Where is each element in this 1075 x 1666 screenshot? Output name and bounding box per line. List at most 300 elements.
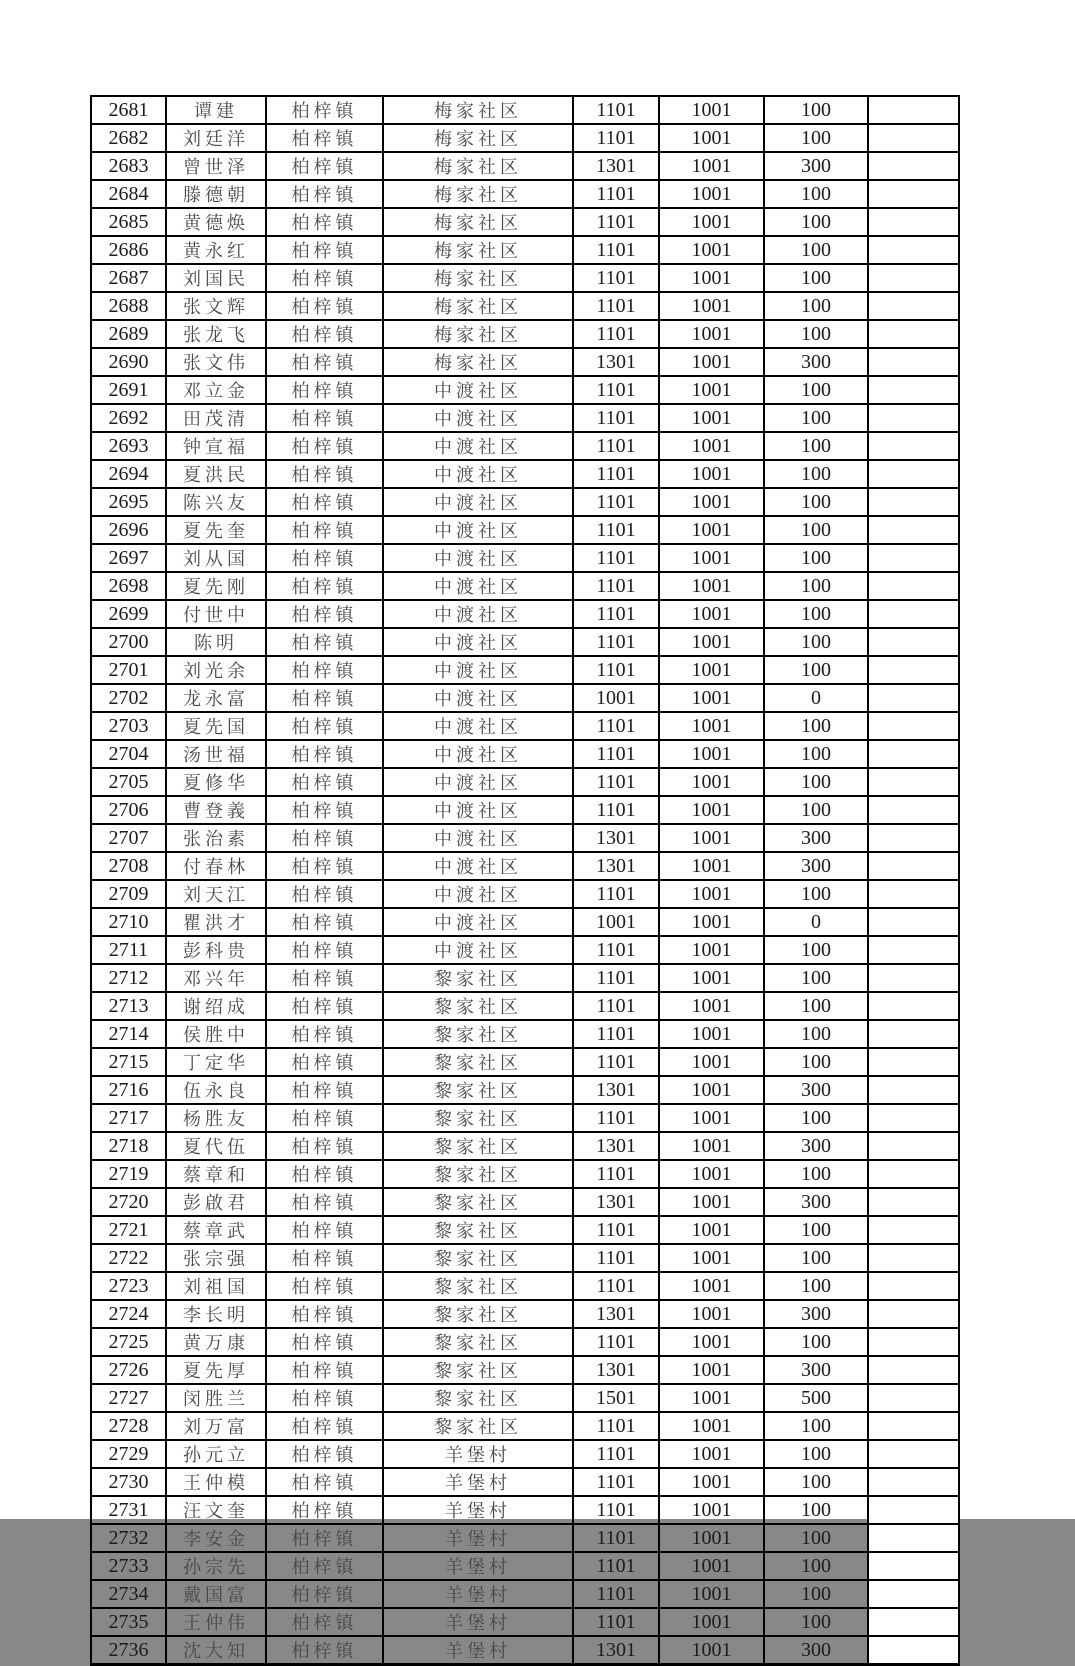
person-name-cell: 李安金 bbox=[166, 1524, 266, 1552]
serial-cell: 2719 bbox=[91, 1160, 166, 1188]
value-c-cell: 0 bbox=[764, 908, 868, 936]
table-row bbox=[91, 516, 959, 544]
village-cell: 中渡社区 bbox=[383, 656, 573, 684]
value-c-cell: 300 bbox=[764, 1300, 868, 1328]
person-name-cell: 滕德朝 bbox=[166, 180, 266, 208]
town-cell: 柏梓镇 bbox=[266, 852, 383, 880]
value-a-cell: 1301 bbox=[573, 824, 659, 852]
value-b-cell: 1001 bbox=[659, 1300, 764, 1328]
value-c-cell: 100 bbox=[764, 1552, 868, 1580]
town-cell: 柏梓镇 bbox=[266, 516, 383, 544]
table-row bbox=[91, 1160, 959, 1188]
town-cell: 柏梓镇 bbox=[266, 740, 383, 768]
value-c-cell: 100 bbox=[764, 180, 868, 208]
table-row bbox=[91, 208, 959, 236]
value-b-cell: 1001 bbox=[659, 1384, 764, 1412]
person-name-cell: 谭建 bbox=[166, 96, 266, 124]
value-c-cell: 100 bbox=[764, 1496, 868, 1524]
person-name-cell: 侯胜中 bbox=[166, 1020, 266, 1048]
table-row bbox=[91, 348, 959, 376]
remark-cell bbox=[868, 992, 959, 1020]
town-cell: 柏梓镇 bbox=[266, 320, 383, 348]
value-b-cell: 1001 bbox=[659, 740, 764, 768]
remark-cell bbox=[868, 180, 959, 208]
table-row bbox=[91, 1468, 959, 1496]
value-c-cell: 100 bbox=[764, 292, 868, 320]
value-b-cell: 1001 bbox=[659, 320, 764, 348]
value-c-cell: 100 bbox=[764, 936, 868, 964]
serial-cell: 2687 bbox=[91, 264, 166, 292]
serial-cell: 2700 bbox=[91, 628, 166, 656]
village-cell: 中渡社区 bbox=[383, 376, 573, 404]
value-a-cell: 1101 bbox=[573, 768, 659, 796]
value-b-cell: 1001 bbox=[659, 1580, 764, 1608]
table-row bbox=[91, 376, 959, 404]
serial-cell: 2686 bbox=[91, 236, 166, 264]
village-cell: 黎家社区 bbox=[383, 1384, 573, 1412]
value-c-cell: 100 bbox=[764, 992, 868, 1020]
remark-cell bbox=[868, 1412, 959, 1440]
person-name-cell: 孙元立 bbox=[166, 1440, 266, 1468]
value-b-cell: 1001 bbox=[659, 908, 764, 936]
remark-cell bbox=[868, 1132, 959, 1160]
table-row bbox=[91, 656, 959, 684]
value-c-cell: 300 bbox=[764, 348, 868, 376]
table-row bbox=[91, 572, 959, 600]
town-cell: 柏梓镇 bbox=[266, 152, 383, 180]
person-name-cell: 付世中 bbox=[166, 600, 266, 628]
remark-cell bbox=[868, 1328, 959, 1356]
person-name-cell: 钟宣福 bbox=[166, 432, 266, 460]
person-name-cell: 黄万康 bbox=[166, 1328, 266, 1356]
table-row bbox=[91, 1608, 959, 1636]
value-a-cell: 1101 bbox=[573, 796, 659, 824]
town-cell: 柏梓镇 bbox=[266, 1216, 383, 1244]
town-cell: 柏梓镇 bbox=[266, 180, 383, 208]
serial-cell: 2694 bbox=[91, 460, 166, 488]
value-b-cell: 1001 bbox=[659, 1216, 764, 1244]
serial-cell: 2698 bbox=[91, 572, 166, 600]
value-b-cell: 1001 bbox=[659, 964, 764, 992]
remark-cell bbox=[868, 1468, 959, 1496]
value-b-cell: 1001 bbox=[659, 628, 764, 656]
remark-cell bbox=[868, 1300, 959, 1328]
serial-cell: 2702 bbox=[91, 684, 166, 712]
remark-cell bbox=[868, 600, 959, 628]
value-b-cell: 1001 bbox=[659, 992, 764, 1020]
value-c-cell: 100 bbox=[764, 1160, 868, 1188]
table-row bbox=[91, 600, 959, 628]
table-row bbox=[91, 1384, 959, 1412]
remark-cell bbox=[868, 572, 959, 600]
value-a-cell: 1101 bbox=[573, 712, 659, 740]
value-a-cell: 1301 bbox=[573, 1076, 659, 1104]
village-cell: 中渡社区 bbox=[383, 600, 573, 628]
town-cell: 柏梓镇 bbox=[266, 1300, 383, 1328]
serial-cell: 2716 bbox=[91, 1076, 166, 1104]
value-c-cell: 100 bbox=[764, 796, 868, 824]
value-a-cell: 1101 bbox=[573, 236, 659, 264]
table-row bbox=[91, 1552, 959, 1580]
town-cell: 柏梓镇 bbox=[266, 1020, 383, 1048]
village-cell: 黎家社区 bbox=[383, 1020, 573, 1048]
town-cell: 柏梓镇 bbox=[266, 572, 383, 600]
value-c-cell: 100 bbox=[764, 96, 868, 124]
value-a-cell: 1301 bbox=[573, 1188, 659, 1216]
town-cell: 柏梓镇 bbox=[266, 292, 383, 320]
village-cell: 羊堡村 bbox=[383, 1636, 573, 1665]
town-cell: 柏梓镇 bbox=[266, 1580, 383, 1608]
value-c-cell: 100 bbox=[764, 1524, 868, 1552]
serial-cell: 2704 bbox=[91, 740, 166, 768]
village-cell: 中渡社区 bbox=[383, 768, 573, 796]
value-a-cell: 1101 bbox=[573, 96, 659, 124]
town-cell: 柏梓镇 bbox=[266, 1188, 383, 1216]
table-row bbox=[91, 292, 959, 320]
table-row bbox=[91, 1440, 959, 1468]
table-row bbox=[91, 740, 959, 768]
table-row bbox=[91, 712, 959, 740]
value-c-cell: 100 bbox=[764, 768, 868, 796]
remark-cell bbox=[868, 152, 959, 180]
value-a-cell: 1101 bbox=[573, 572, 659, 600]
serial-cell: 2734 bbox=[91, 1580, 166, 1608]
remark-cell bbox=[868, 516, 959, 544]
value-b-cell: 1001 bbox=[659, 572, 764, 600]
table-row bbox=[91, 264, 959, 292]
village-cell: 中渡社区 bbox=[383, 544, 573, 572]
table-row bbox=[91, 1076, 959, 1104]
value-c-cell: 100 bbox=[764, 404, 868, 432]
serial-cell: 2728 bbox=[91, 1412, 166, 1440]
town-cell: 柏梓镇 bbox=[266, 544, 383, 572]
person-name-cell: 夏修华 bbox=[166, 768, 266, 796]
value-b-cell: 1001 bbox=[659, 96, 764, 124]
value-c-cell: 300 bbox=[764, 824, 868, 852]
person-name-cell: 黄永红 bbox=[166, 236, 266, 264]
remark-cell bbox=[868, 1272, 959, 1300]
table-row bbox=[91, 628, 959, 656]
village-cell: 黎家社区 bbox=[383, 1048, 573, 1076]
table-row bbox=[91, 1020, 959, 1048]
remark-cell bbox=[868, 1356, 959, 1384]
person-name-cell: 蔡章和 bbox=[166, 1160, 266, 1188]
person-name-cell: 瞿洪才 bbox=[166, 908, 266, 936]
remark-cell bbox=[868, 264, 959, 292]
table-row bbox=[91, 1104, 959, 1132]
remark-cell bbox=[868, 936, 959, 964]
town-cell: 柏梓镇 bbox=[266, 936, 383, 964]
serial-cell: 2732 bbox=[91, 1524, 166, 1552]
person-name-cell: 黄德焕 bbox=[166, 208, 266, 236]
value-c-cell: 100 bbox=[764, 600, 868, 628]
town-cell: 柏梓镇 bbox=[266, 1440, 383, 1468]
village-cell: 梅家社区 bbox=[383, 236, 573, 264]
value-c-cell: 100 bbox=[764, 488, 868, 516]
table-row bbox=[91, 1188, 959, 1216]
person-name-cell: 孙宗先 bbox=[166, 1552, 266, 1580]
town-cell: 柏梓镇 bbox=[266, 404, 383, 432]
town-cell: 柏梓镇 bbox=[266, 432, 383, 460]
remark-cell bbox=[868, 1440, 959, 1468]
town-cell: 柏梓镇 bbox=[266, 1328, 383, 1356]
value-a-cell: 1101 bbox=[573, 404, 659, 432]
serial-cell: 2718 bbox=[91, 1132, 166, 1160]
village-cell: 梅家社区 bbox=[383, 320, 573, 348]
person-name-cell: 王仲伟 bbox=[166, 1608, 266, 1636]
value-c-cell: 500 bbox=[764, 1384, 868, 1412]
table-row bbox=[91, 992, 959, 1020]
table-row bbox=[91, 1048, 959, 1076]
serial-cell: 2697 bbox=[91, 544, 166, 572]
table-row bbox=[91, 404, 959, 432]
remark-cell bbox=[868, 348, 959, 376]
serial-cell: 2720 bbox=[91, 1188, 166, 1216]
person-name-cell: 汪文奎 bbox=[166, 1496, 266, 1524]
value-a-cell: 1101 bbox=[573, 628, 659, 656]
remark-cell bbox=[868, 1020, 959, 1048]
value-a-cell: 1301 bbox=[573, 1636, 659, 1665]
value-a-cell: 1101 bbox=[573, 936, 659, 964]
town-cell: 柏梓镇 bbox=[266, 1132, 383, 1160]
town-cell: 柏梓镇 bbox=[266, 600, 383, 628]
value-a-cell: 1101 bbox=[573, 320, 659, 348]
person-name-cell: 刘国民 bbox=[166, 264, 266, 292]
value-c-cell: 100 bbox=[764, 432, 868, 460]
value-b-cell: 1001 bbox=[659, 1076, 764, 1104]
serial-cell: 2712 bbox=[91, 964, 166, 992]
value-a-cell: 1101 bbox=[573, 1216, 659, 1244]
remark-cell bbox=[868, 1552, 959, 1580]
town-cell: 柏梓镇 bbox=[266, 208, 383, 236]
table-row bbox=[91, 1244, 959, 1272]
value-b-cell: 1001 bbox=[659, 768, 764, 796]
value-b-cell: 1001 bbox=[659, 796, 764, 824]
village-cell: 梅家社区 bbox=[383, 264, 573, 292]
value-b-cell: 1001 bbox=[659, 152, 764, 180]
town-cell: 柏梓镇 bbox=[266, 1468, 383, 1496]
serial-cell: 2708 bbox=[91, 852, 166, 880]
value-b-cell: 1001 bbox=[659, 516, 764, 544]
table-row bbox=[91, 1496, 959, 1524]
serial-cell: 2690 bbox=[91, 348, 166, 376]
value-c-cell: 300 bbox=[764, 1636, 868, 1665]
value-c-cell: 100 bbox=[764, 1244, 868, 1272]
value-a-cell: 1101 bbox=[573, 1104, 659, 1132]
serial-cell: 2727 bbox=[91, 1384, 166, 1412]
value-c-cell: 100 bbox=[764, 1104, 868, 1132]
village-cell: 黎家社区 bbox=[383, 1244, 573, 1272]
value-a-cell: 1101 bbox=[573, 1020, 659, 1048]
serial-cell: 2682 bbox=[91, 124, 166, 152]
value-b-cell: 1001 bbox=[659, 1496, 764, 1524]
value-a-cell: 1101 bbox=[573, 264, 659, 292]
remark-cell bbox=[868, 208, 959, 236]
value-a-cell: 1101 bbox=[573, 992, 659, 1020]
value-a-cell: 1101 bbox=[573, 544, 659, 572]
village-cell: 中渡社区 bbox=[383, 740, 573, 768]
remark-cell bbox=[868, 1636, 959, 1665]
town-cell: 柏梓镇 bbox=[266, 1636, 383, 1665]
village-cell: 黎家社区 bbox=[383, 1356, 573, 1384]
person-name-cell: 谢绍成 bbox=[166, 992, 266, 1020]
table-row bbox=[91, 1300, 959, 1328]
village-cell: 羊堡村 bbox=[383, 1608, 573, 1636]
table-row bbox=[91, 1272, 959, 1300]
village-cell: 梅家社区 bbox=[383, 292, 573, 320]
person-name-cell: 彭啟君 bbox=[166, 1188, 266, 1216]
value-a-cell: 1101 bbox=[573, 1524, 659, 1552]
town-cell: 柏梓镇 bbox=[266, 124, 383, 152]
remark-cell bbox=[868, 656, 959, 684]
remark-cell bbox=[868, 1608, 959, 1636]
value-c-cell: 300 bbox=[764, 1076, 868, 1104]
village-cell: 中渡社区 bbox=[383, 796, 573, 824]
value-c-cell: 100 bbox=[764, 656, 868, 684]
data-table bbox=[90, 95, 960, 1666]
village-cell: 中渡社区 bbox=[383, 628, 573, 656]
remark-cell bbox=[868, 432, 959, 460]
village-cell: 梅家社区 bbox=[383, 152, 573, 180]
value-a-cell: 1101 bbox=[573, 600, 659, 628]
serial-cell: 2684 bbox=[91, 180, 166, 208]
town-cell: 柏梓镇 bbox=[266, 1244, 383, 1272]
person-name-cell: 付春林 bbox=[166, 852, 266, 880]
remark-cell bbox=[868, 1244, 959, 1272]
value-c-cell: 100 bbox=[764, 124, 868, 152]
serial-cell: 2715 bbox=[91, 1048, 166, 1076]
remark-cell bbox=[868, 1496, 959, 1524]
serial-cell: 2736 bbox=[91, 1636, 166, 1665]
person-name-cell: 田茂清 bbox=[166, 404, 266, 432]
value-a-cell: 1101 bbox=[573, 292, 659, 320]
person-name-cell: 刘廷洋 bbox=[166, 124, 266, 152]
serial-cell: 2689 bbox=[91, 320, 166, 348]
town-cell: 柏梓镇 bbox=[266, 992, 383, 1020]
table-body bbox=[91, 96, 959, 1665]
value-b-cell: 1001 bbox=[659, 208, 764, 236]
serial-cell: 2711 bbox=[91, 936, 166, 964]
remark-cell bbox=[868, 880, 959, 908]
value-a-cell: 1301 bbox=[573, 348, 659, 376]
village-cell: 黎家社区 bbox=[383, 1272, 573, 1300]
town-cell: 柏梓镇 bbox=[266, 656, 383, 684]
table-row bbox=[91, 880, 959, 908]
value-b-cell: 1001 bbox=[659, 292, 764, 320]
town-cell: 柏梓镇 bbox=[266, 964, 383, 992]
value-a-cell: 1001 bbox=[573, 908, 659, 936]
serial-cell: 2730 bbox=[91, 1468, 166, 1496]
serial-cell: 2725 bbox=[91, 1328, 166, 1356]
value-b-cell: 1001 bbox=[659, 1356, 764, 1384]
value-a-cell: 1101 bbox=[573, 1048, 659, 1076]
table-row bbox=[91, 460, 959, 488]
table-row bbox=[91, 152, 959, 180]
town-cell: 柏梓镇 bbox=[266, 1076, 383, 1104]
value-a-cell: 1101 bbox=[573, 1412, 659, 1440]
value-c-cell: 100 bbox=[764, 320, 868, 348]
value-b-cell: 1001 bbox=[659, 1160, 764, 1188]
value-c-cell: 100 bbox=[764, 208, 868, 236]
table-row bbox=[91, 320, 959, 348]
remark-cell bbox=[868, 1104, 959, 1132]
table-row bbox=[91, 908, 959, 936]
person-name-cell: 沈大知 bbox=[166, 1636, 266, 1665]
table-row bbox=[91, 796, 959, 824]
serial-cell: 2726 bbox=[91, 1356, 166, 1384]
town-cell: 柏梓镇 bbox=[266, 1608, 383, 1636]
table-row bbox=[91, 1132, 959, 1160]
person-name-cell: 丁定华 bbox=[166, 1048, 266, 1076]
remark-cell bbox=[868, 124, 959, 152]
value-c-cell: 100 bbox=[764, 740, 868, 768]
person-name-cell: 伍永良 bbox=[166, 1076, 266, 1104]
village-cell: 梅家社区 bbox=[383, 208, 573, 236]
person-name-cell: 夏代伍 bbox=[166, 1132, 266, 1160]
serial-cell: 2717 bbox=[91, 1104, 166, 1132]
value-b-cell: 1001 bbox=[659, 488, 764, 516]
village-cell: 黎家社区 bbox=[383, 964, 573, 992]
town-cell: 柏梓镇 bbox=[266, 264, 383, 292]
serial-cell: 2713 bbox=[91, 992, 166, 1020]
table-row bbox=[91, 1412, 959, 1440]
remark-cell bbox=[868, 908, 959, 936]
table-row bbox=[91, 180, 959, 208]
town-cell: 柏梓镇 bbox=[266, 628, 383, 656]
town-cell: 柏梓镇 bbox=[266, 1104, 383, 1132]
value-c-cell: 100 bbox=[764, 964, 868, 992]
person-name-cell: 李长明 bbox=[166, 1300, 266, 1328]
value-a-cell: 1101 bbox=[573, 1244, 659, 1272]
remark-cell bbox=[868, 1048, 959, 1076]
serial-cell: 2706 bbox=[91, 796, 166, 824]
value-c-cell: 100 bbox=[764, 236, 868, 264]
value-c-cell: 300 bbox=[764, 152, 868, 180]
value-a-cell: 1101 bbox=[573, 1468, 659, 1496]
value-b-cell: 1001 bbox=[659, 180, 764, 208]
value-b-cell: 1001 bbox=[659, 824, 764, 852]
value-c-cell: 100 bbox=[764, 544, 868, 572]
value-a-cell: 1101 bbox=[573, 740, 659, 768]
person-name-cell: 曹登義 bbox=[166, 796, 266, 824]
value-a-cell: 1101 bbox=[573, 880, 659, 908]
value-a-cell: 1101 bbox=[573, 180, 659, 208]
person-name-cell: 龙永富 bbox=[166, 684, 266, 712]
value-c-cell: 100 bbox=[764, 1020, 868, 1048]
village-cell: 黎家社区 bbox=[383, 1160, 573, 1188]
serial-cell: 2705 bbox=[91, 768, 166, 796]
value-a-cell: 1301 bbox=[573, 152, 659, 180]
village-cell: 中渡社区 bbox=[383, 908, 573, 936]
serial-cell: 2733 bbox=[91, 1552, 166, 1580]
serial-cell: 2731 bbox=[91, 1496, 166, 1524]
town-cell: 柏梓镇 bbox=[266, 1552, 383, 1580]
person-name-cell: 闵胜兰 bbox=[166, 1384, 266, 1412]
table-row bbox=[91, 96, 959, 124]
village-cell: 中渡社区 bbox=[383, 516, 573, 544]
table-row bbox=[91, 1356, 959, 1384]
remark-cell bbox=[868, 376, 959, 404]
value-c-cell: 100 bbox=[764, 1440, 868, 1468]
serial-cell: 2722 bbox=[91, 1244, 166, 1272]
value-b-cell: 1001 bbox=[659, 712, 764, 740]
village-cell: 梅家社区 bbox=[383, 96, 573, 124]
value-b-cell: 1001 bbox=[659, 124, 764, 152]
village-cell: 羊堡村 bbox=[383, 1440, 573, 1468]
value-a-cell: 1101 bbox=[573, 1496, 659, 1524]
value-a-cell: 1101 bbox=[573, 460, 659, 488]
value-a-cell: 1301 bbox=[573, 1356, 659, 1384]
